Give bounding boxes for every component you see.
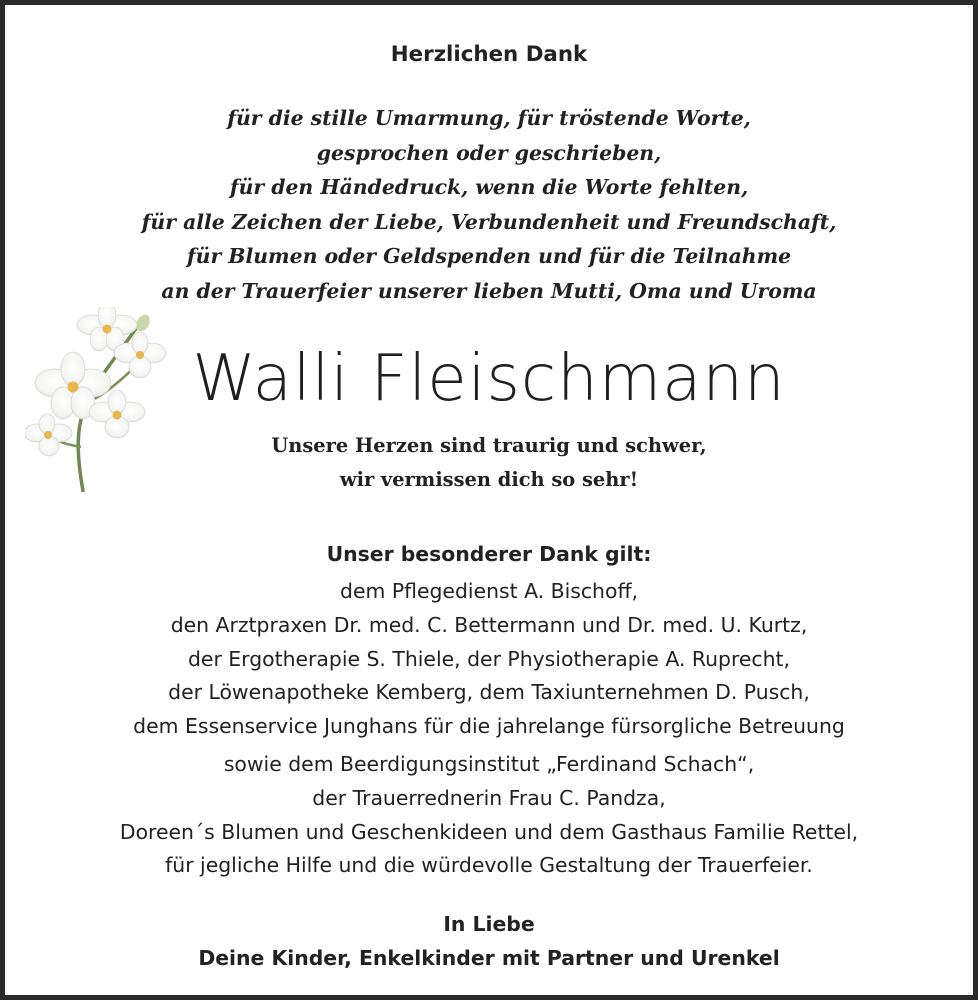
special-thanks-line: der Ergotherapie S. Thiele, der Physiotherapie A. Ruprecht,	[187, 646, 790, 671]
special-thanks-line: dem Pflegedienst A. Bischoff,	[340, 579, 638, 603]
deceased-name: Walli Fleischmann	[192, 342, 786, 416]
thanks-line: für die stille Umarmung, für tröstende Worte,	[227, 106, 751, 130]
subtitle-line: wir vermissen dich so sehr!	[339, 468, 639, 491]
special-thanks-list	[5, 575, 973, 883]
thanks-line: für Blumen oder Geldspenden und für die Teilnahme	[186, 244, 792, 268]
special-thanks-line: den Arztpraxen Dr. med. C. Bettermann und Dr. med. U. Kurtz,	[170, 612, 808, 637]
closing-line: In Liebe	[443, 912, 535, 936]
special-thanks-line: der Trauerrednerin Frau C. Pandza,	[312, 785, 666, 810]
special-thanks-line: sowie dem Beerdigungsinstitut „Ferdinand Schach“,	[223, 751, 755, 776]
thanks-line: für alle Zeichen der Liebe, Verbundenheit und Freundschaft,	[141, 209, 837, 234]
thanks-text	[5, 101, 973, 308]
special-thanks-line: für jegliche Hilfe und die würdevolle Gestaltung der Trauerfeier.	[165, 853, 813, 878]
closing-line: Deine Kinder, Enkelkinder mit Partner und Urenkel	[198, 946, 780, 970]
subtitle-line: Unsere Herzen sind traurig und schwer,	[271, 434, 707, 457]
thanks-line: für den Händedruck, wenn die Worte fehlten,	[229, 175, 749, 199]
thanks-line: gesprochen oder geschrieben,	[316, 140, 662, 165]
special-thanks-line: dem Essenservice Junghans für die jahrelange fürsorgliche Betreuung	[133, 714, 845, 739]
header-title: Herzlichen Dank	[390, 42, 588, 67]
special-thanks-line: Doreen´s Blumen und Geschenkideen und dem Gasthaus Familie Rettel,	[119, 819, 859, 844]
special-thanks-line: der Löwenapotheke Kemberg, dem Taxiunternehmen D. Pusch,	[168, 680, 810, 705]
special-thanks-heading: Unser besonderer Dank gilt:	[326, 542, 652, 566]
thanks-line: an der Trauerfeier unserer lieben Mutti, Oma und Uroma	[161, 278, 817, 303]
subtitle-text	[5, 429, 973, 497]
closing-signature	[5, 907, 973, 975]
